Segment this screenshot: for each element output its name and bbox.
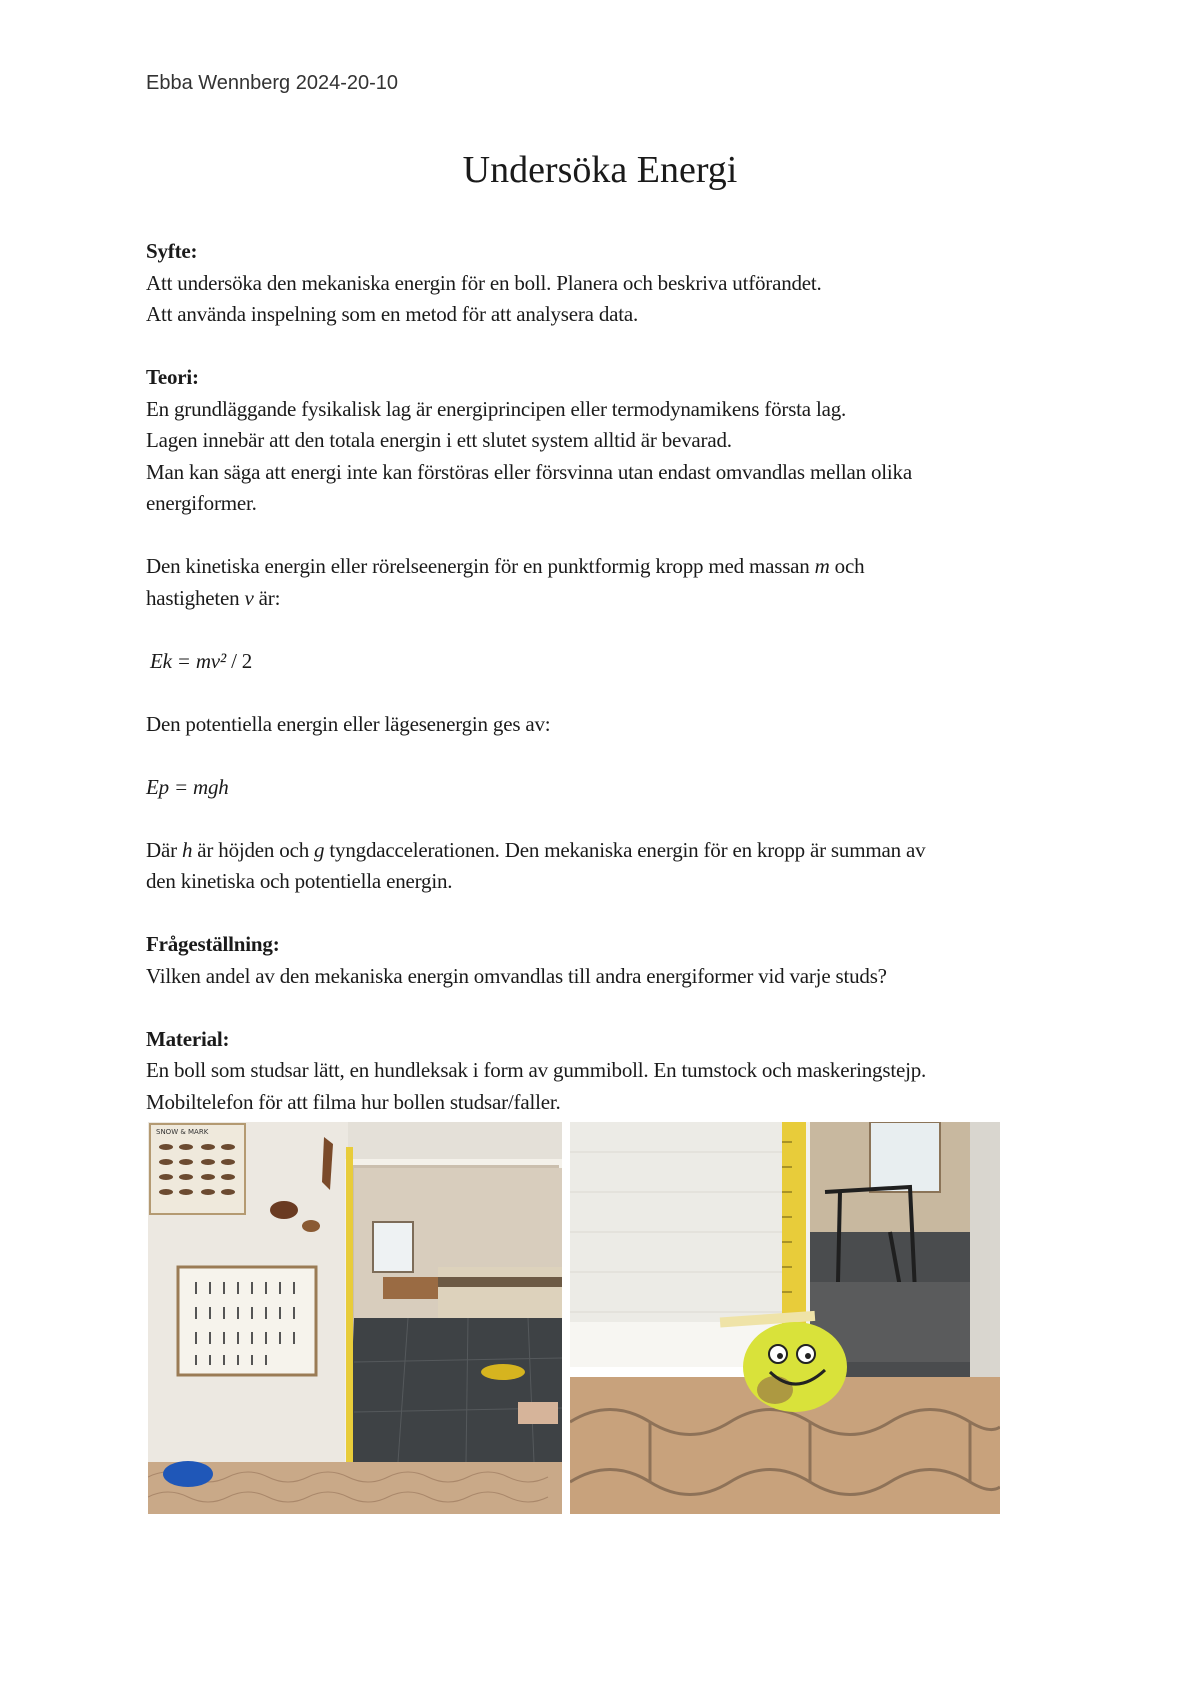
author-date-header: Ebba Wennberg 2024-20-10 <box>146 72 399 94</box>
mechanical-energy-explanation: Där h är höjden och g tyngdaccelerationen. Den mekaniska energin för en kropp är summan av <box>146 837 926 862</box>
kinetic-energy-intro: Den kinetiska energin eller rörelseenergin för en punktformig kropp med massan m och <box>146 554 865 578</box>
syfte-line: Att använda inspelning som en metod för att analysera data. <box>146 302 639 326</box>
document-body <box>146 236 1066 1118</box>
kitchen-setup-photo <box>148 1122 562 1514</box>
teori-line: Man kan säga att energi inte kan förstöras eller försvinna utan endast omvandlas mellan olika <box>146 459 912 484</box>
ball-on-floor-photo <box>570 1122 1000 1514</box>
poster-label: SNOW & MARK <box>156 1128 209 1136</box>
teori-line: energiformer. <box>146 491 257 515</box>
syfte-line: Att undersöka den mekaniska energin för en boll. Planera och beskriva utförandet. <box>146 270 822 295</box>
material-line: En boll som studsar lätt, en hundleksak i form av gummiboll. En tumstock och maskeringstejp. <box>146 1058 927 1082</box>
teori-line: Lagen innebär att den totala energin i ett slutet system alltid är bevarad. <box>146 428 732 452</box>
kinetic-energy-intro-cont: hastigheten v är: <box>146 585 281 610</box>
material-line: Mobiltelefon för att filma hur bollen studsar/faller. <box>146 1089 561 1114</box>
kinetic-energy-formula: Ek = mv² / 2 <box>150 648 253 673</box>
teori-heading: Teori: <box>146 365 199 389</box>
potential-energy-intro: Den potentiella energin eller lägesenergin ges av: <box>146 711 551 736</box>
potential-energy-formula: Ep = mgh <box>146 774 229 799</box>
teori-line: En grundläggande fysikalisk lag är energiprincipen eller termodynamikens första lag. <box>146 396 847 421</box>
document-title: Undersöka Energi <box>462 149 738 191</box>
fragestallning-heading: Frågeställning: <box>146 932 280 956</box>
mechanical-energy-explanation-cont: den kinetiska och potentiella energin. <box>146 869 453 893</box>
fragestallning-line: Vilken andel av den mekaniska energin omvandlas till andra energiformer vid varje studs? <box>146 963 887 988</box>
material-heading: Material: <box>146 1026 230 1051</box>
syfte-heading: Syfte: <box>146 239 198 263</box>
